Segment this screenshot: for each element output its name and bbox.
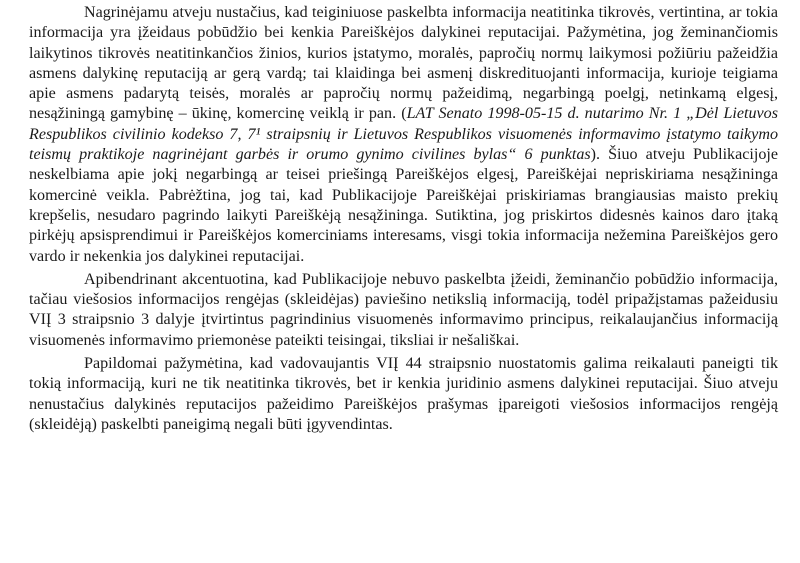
paragraph-additional-text: Papildomai pažymėtina, kad vadovaujantis VIĮ 44 straipsnio nuostatomis galima reikalauti paneigti tik tokią informaciją, kuri ne tik neatitinka tikrovės, bet ir kenkia juridinio asmens dalykinei reputacijai. Šiuo atveju nenustačius dalykinės reputacijos pažeidimo Pareiškėjos prašymas įpareigoti viešosios informacijos rengėją (skleidėją) paskelbti paneigimą negali būti įgyvendintas.	[29, 355, 778, 433]
paragraph-summary	[29, 270, 778, 351]
paragraph-summary-text: Apibendrinant akcentuotina, kad Publikacijoje nebuvo paskelbta įžeidi, žeminančio pobūdžio informacija, tačiau viešosios informacijos rengėjas (skleidėjas) paviešino netikslią informaciją, todėl pripažįstamas pažeidusiu VIĮ 3 straipsnio 3 dalyje įtvirtintus pagrindinius visuomenės informavimo principus, reikalaujančius informaciją visuomenės informavimo priemonėse pateikti teisingai, tiksliai ir nešališkai.	[29, 270, 778, 349]
court-citation: LAT Senato 1998-05-15 d. nutarimo Nr. 1 „Dėl Lietuvos Respublikos civilinio kodekso 7, 7¹ straipsnių ir Lietuvos Respublikos visuomenės informavimo įstatymo taikymo teismų praktikoje nagrinėjant garbės ir orumo gynimo civilines bylas“ 6 punktas	[29, 105, 778, 164]
paragraph-assessment-conclusion: ). Šiuo atveju Publikacijoje neskelbiama apie jokį negarbingą ar teisei priešingą Pareiškėjos elgesį, Pareiškėjai nepriskiriama nesąžininga komercinė veikla. Pabrėžtina, jog tai, kad Publikacijoje Pareiškėjai priskiriamas brangiausias maisto prekių krepšelis, nesudaro pagrindo laikyti Pareiškėją nesąžininga. Sutiktina, jog priskirtos didesnės kainos daro įtaką pirkėjų apsisprendimui ir Pareiškėjos komerciniams interesams, visgi tokia informacija nežemina Pareiškėjos gero vardo ir nekenkia jos dalykinei reputacijai.	[29, 146, 778, 265]
paragraph-assessment-text: Nagrinėjamu atveju nustačius, kad teiginiuose paskelbta informacija neatitinka tikrovės, vertintina, ar tokia informacija yra įžeidaus pobūdžio bei kenkia Pareiškėjos dalykinei reputacijai. Pažymėtina, jog žeminančiomis laikytinos tikrovės neatitinkančios žinios, kurios įstatymo, moralės, papročių normų laikymosi požiūriu pažeidžia asmens dalykinę reputaciją ar gerą vardą; tai klaidinga bei asmenį diskredituojanti informacija, kurioje teigiama apie asmens padarytą teisės, moralės ar papročių normų pažeidimą, negarbingą poelgį, netinkamą elgesį, nesąžiningą gamybinę – ūkinę, komercinę veiklą ir pan. (	[29, 4, 778, 123]
paragraph-additional	[29, 354, 778, 435]
paragraph-assessment	[29, 3, 778, 267]
